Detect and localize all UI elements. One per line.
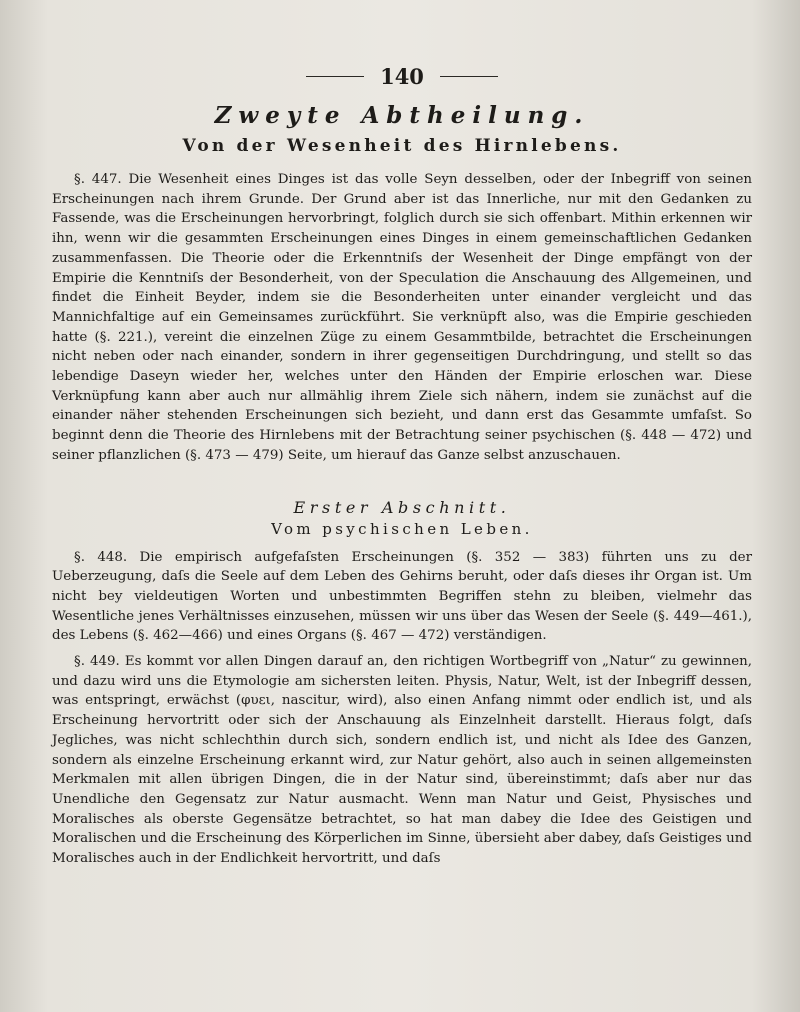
paragraph-447: §. 447. Die Wesenheit eines Dinges ist das volle Seyn desselben, oder der Inbegriff von seinen Erscheinungen nach ihrem Grunde. Der Grund aber ist das Innerliche, nur mit den Gedanken zu Fassende, was die Erscheinungen hervorbringt, folglich durch sie sich offenbart. Mithin erkennen wir ihn, wenn wir die gesammten Erscheinungen eines Dinges in einem gemeinschaftlichen Gedanken zusammenfassen. Die Theorie oder die Erkenntniſs der Wesenheit der Dinge empfängt von der Empirie die Kenntniſs der Besonderheit, von der Speculation die Anschauung des Allgemeinen, und findet die Einheit Beyder, indem sie die Besonderheiten unter einander vergleicht und das Mannichfaltige auf ein Gemeinsames zurückführt. Sie verknüpft also, was die Empirie geschieden hatte (§. 221.), vereint die einzelnen Züge zu einem Gesammtbilde, betrachtet die Erscheinungen nicht neben oder nach einander, sondern in ihrer gegenseitigen Durchdringung, und stellt so das lebendige Daseyn wieder her, welches unter den Händen der Empirie erloschen war. Diese Verknüpfung kann aber auch nur allmählig ihrem Ziele sich nähern, indem sie zunächst auf die einander näher stehenden Erscheinungen sich bezieht, und dann erst das Gesammte umfaſst. So beginnt denn die Theorie des Hirnlebens mit der Betrachtung seiner psychischen (§. 448 — 472) und seiner pflanzlichen (§. 473 — 479) Seite, um hierauf das Ganze selbst anzuschauen. [52,172,752,463]
paragraph-449: §. 449. Es kommt vor allen Dingen darauf an, den richtigen Wortbegriff von „Natur“ zu gewinnen, und dazu wird uns die Etymologie am sichersten leiten. Physis, Natur, Welt, ist der Inbegriff dessen, was entspringt, erwächst (φυει, nascitur, wird), also einen Anfang nimmt oder endlich ist, und als Erscheinung hervortritt oder sich der Anschauung als Einzelnheit darstellt. Hieraus folgt, daſs Jegliches, was nicht schlechthin durch sich, sondern endlich ist, und nicht als Idee des Ganzen, sondern als einzelne Erscheinung erkannt wird, zur Natur gehört, also auch in seinen allgemeinsten Merkmalen mit allen übrigen Dingen, die in der Natur sind, übereinstimmt; daſs aber nur das Unendliche den Gegensatz zur Natur ausmacht. Wenn man Natur und Geist, Physisches und Moralisches als oberste Gegensätze betrachtet, so hat man dabey die Idee des Geistigen und Moralischen und die Erscheinung des Körperlichen im Sinne, übersieht aber dabey, daſs Geistiges und Moralisches auch in der Endlichkeit hervortritt, und daſs [52,654,752,867]
header-rule-left [306,76,364,77]
section-gap [52,466,752,488]
part-subheading: Von der Wesenheit des Hirnlebens. [182,136,622,156]
paragraph-448: §. 448. Die empirisch aufgefaſsten Erscheinungen (§. 352 — 383) führten uns zu der Ueberzeugung, daſs die Seele auf dem Leben des Gehirns beruht, oder daſs dieses ihr Organ ist. Um nicht bey vieldeutigen Worten und unbestimmten Begriffen stehn zu bleiben, vielmehr das Wesentliche jenes Verhältnisses einzusehen, müssen wir uns über das Wesen der Seele (§. 449—461.), des Lebens (§. 462—466) und eines Organs (§. 467 — 472) verständigen. [52,549,752,644]
section-heading: Erster Abschnitt. [293,497,511,517]
header-rule-right [440,76,498,77]
part-heading: Zweyte Abtheilung. [214,102,590,129]
section-subheading: Vom psychischen Leben. [271,519,533,538]
page-number: 140 [380,63,424,89]
page-header [52,58,752,94]
